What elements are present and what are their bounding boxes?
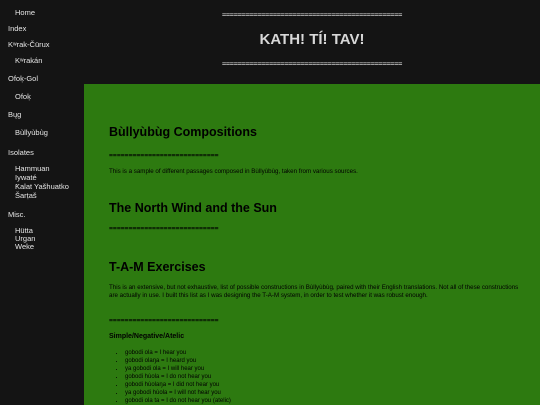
sidebar-item[interactable]: Kʷrak-Čürux — [8, 40, 50, 49]
sidebar-item[interactable]: Weke — [15, 242, 35, 251]
sidebar-item[interactable]: Home — [15, 8, 36, 17]
subsection-heading: Simple/Negative/Atelic — [109, 333, 185, 340]
sidebar-item[interactable]: Ofoķ — [15, 92, 31, 101]
sidebar-item[interactable]: Urgan — [15, 234, 36, 243]
section-heading-compositions: Bùllyùbùg Compositions — [109, 125, 257, 139]
sidebar-item[interactable]: Isolates — [8, 148, 34, 157]
example-list — [109, 349, 231, 405]
list-item: • gobodi hùola = I do not hear you — [125, 373, 231, 381]
site-title: KATH! TÍ! TAV! — [259, 31, 365, 48]
sidebar-item[interactable]: Misc. — [8, 210, 26, 219]
list-item: • ya gobodi ola = I will hear you — [125, 365, 231, 373]
sidebar-item[interactable]: Šarṭaš — [15, 191, 37, 200]
section-description: This is an extensive, but not exhaustive, list of possible constructions in Bùllyùbùg, paired with their English translations. Not all of these constructions are actually in use. I built this list as I was designing the T-A-M system, in order to test whether it was robust enough. — [109, 284, 519, 299]
section-rule: ============================ — [109, 151, 219, 159]
list-item: • gobodi ola = I hear you — [125, 349, 231, 357]
sidebar-item[interactable]: Iywaté — [15, 173, 37, 182]
sidebar-item[interactable]: Ƙalat Yašhuatko — [15, 182, 69, 191]
sidebar-item[interactable]: Kʷrakán — [15, 56, 43, 65]
list-item: • gobodi olaŋa = I heard you — [125, 357, 231, 365]
site-header — [84, 0, 540, 84]
sidebar-item[interactable]: Index — [8, 24, 27, 33]
sidebar-nav — [0, 0, 85, 405]
section-heading-tam: T-A-M Exercises — [109, 260, 206, 274]
list-item: • gobodi hùolaŋa = I did not hear you — [125, 381, 231, 389]
header-rule-bottom: ============================================== — [221, 60, 403, 68]
sidebar-item[interactable]: Bùllyùbùg — [15, 128, 48, 137]
main-content — [84, 84, 540, 405]
sidebar-item[interactable]: Hammuan — [15, 164, 50, 173]
sidebar-item[interactable]: Bųg — [8, 110, 22, 119]
header-rule-top: ============================================== — [221, 11, 403, 19]
sidebar-item[interactable]: Ofoķ-Gol — [8, 74, 39, 83]
sidebar-item[interactable]: Hütta — [15, 226, 33, 235]
section-rule: ============================ — [109, 224, 219, 232]
list-item: • ya gobodi hùola = I will not hear you — [125, 389, 231, 397]
section-rule: ============================ — [109, 316, 219, 324]
list-item: • gobodi ola ta = I do not hear you (atelic) — [125, 397, 231, 405]
section-heading-north-wind: The North Wind and the Sun — [109, 201, 277, 215]
section-description: This is a sample of different passages composed in Bùllyùbùg, taken from various sources. — [109, 168, 358, 175]
